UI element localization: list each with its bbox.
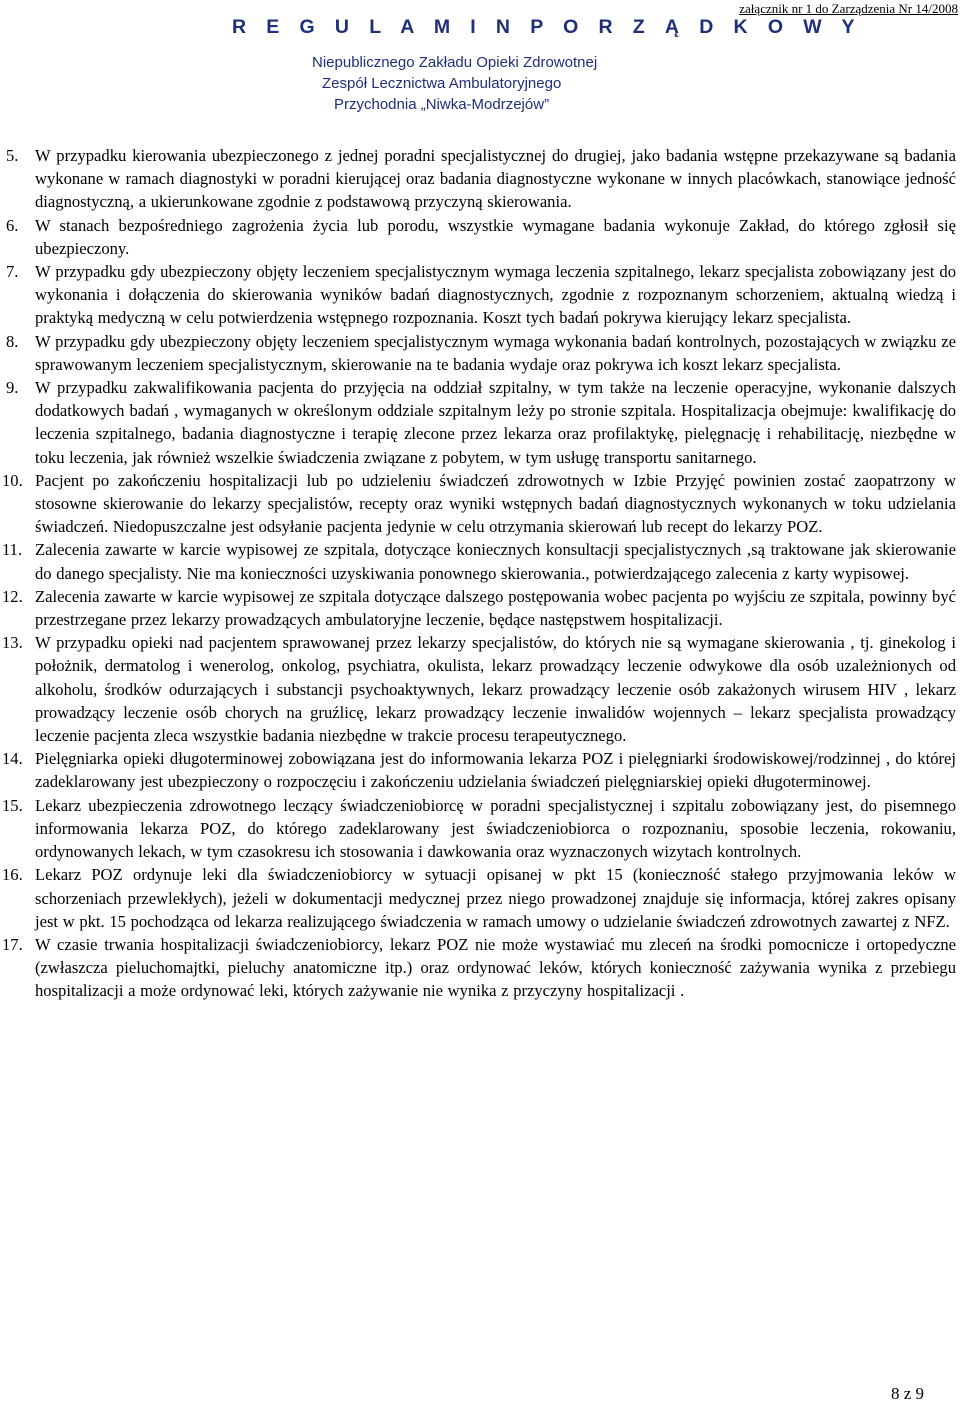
regulation-item — [0, 631, 960, 747]
item-text: W przypadku gdy ubezpieczony objęty leczeniem specjalistycznym wymaga wykonania badań kontrolnych, pozostających w związku ze sprawowanym leczeniem specjalistycznym, skierowanie na te badania wydaje oraz pokrywa ich koszt lekarz specjalista. — [35, 331, 956, 374]
institution-name-line-1: Niepublicznego Zakładu Opieki Zdrowotnej — [312, 54, 598, 71]
item-text: W przypadku gdy ubezpieczony objęty leczeniem specjalistycznym wymaga leczenia szpitalnego, lekarz specjalista zobowiązany jest do wykonania i dołączenia do skierowania wyników badań diagnostycznych, zgodnie z rozpoznanym schorzeniem, aktualną wiedzą i praktyką medyczną w celu potwierdzenia wstępnego rozpoznania. Koszt tych badań pokrywa kierujący lekarz specjalista. — [35, 262, 956, 328]
attachment-note: załącznik nr 1 do Zarządzenia Nr 14/2008 — [739, 1, 958, 16]
regulation-item — [0, 330, 960, 376]
item-number: 7. — [6, 262, 19, 282]
item-text: Pielęgniarka opieki długoterminowej zobowiązana jest do informowania lekarza POZ i pielęgniarki środowiskowej/rodzinnej , do której zadeklarowany jest ubezpieczony o rozpoczęciu i zakończeniu udzielania świadczeń pielęgniarskiej opieki długoterminowej. — [35, 749, 956, 792]
regulation-item — [0, 260, 960, 330]
item-number: 8. — [6, 331, 19, 351]
item-text: W czasie trwania hospitalizacji świadczeniobiorcy, lekarz POZ nie może wystawiać mu zleceń na środki pomocnicze i ortopedyczne (zwłaszcza pieluchomajtki, pieluchy anatomiczne itp.) oraz ordynować leków, których konieczność zażywania wynika z przebiegu hospitalizacji a może ordynować leki, których zażywanie nie wynika z przyczyny hospitalizacji . — [35, 934, 956, 1001]
item-text: Lekarz ubezpieczenia zdrowotnego leczący świadczeniobiorcę w poradni specjalistycznej i szpitalu zobowiązany jest, do pisemnego informowania lekarza POZ, do którego zadeklarowany jest świadczeniobiorca o rozpoznaniu, sposobie leczenia, rokowaniu, ordynowanych lekach, w tym czasokresu ich stosowania i dawkowania oraz wyznaczonych wizytach kontrolnych. — [35, 795, 956, 862]
item-number: 15. — [2, 795, 23, 815]
regulation-item — [0, 585, 960, 631]
regulation-items — [0, 144, 960, 1003]
item-text: Pacjent po zakończeniu hospitalizacji lub po udzieleniu świadczeń zdrowotnych w Izbie Przyjęć powinien zostać zaopatrzony w stosowne skierowanie do lekarzy specjalistów, recepty oraz wyniki wstępnych badań diagnostycznych wykonanych w toku udzielania świadczeń. Niedopuszczalne jest odsyłanie pacjenta jedynie w celu otrzymania skierowań lub recept do lekarzy POZ. — [35, 470, 956, 537]
item-text: W przypadku zakwalifikowania pacjenta do przyjęcia na oddział szpitalny, w tym także na leczenie operacyjne, wykonanie dalszych dodatkowych badań , wymaganych w określonym oddziale szpitalnym leży po stronie szpitala. Hospitalizacja obejmuje: kwalifikację do leczenia szpitalnego, badania diagnostyczne i terapię zlecone przez lekarza oraz profilaktykę, pielęgnację i rehabilitację, niezbędne w toku leczenia, jak również wszelkie świadczenia związane z pobytem, w tym usługę transportu sanitarnego. — [35, 378, 956, 467]
item-number: 11. — [2, 540, 23, 560]
item-number: 16. — [2, 865, 23, 885]
document-title: R E G U L A M I N P O R Z Ą D K O W Y — [232, 16, 862, 38]
regulation-item — [0, 794, 960, 864]
regulation-item — [0, 469, 960, 539]
item-text: W przypadku kierowania ubezpieczonego z jednej poradni specjalistycznej do drugiej, jako badania wstępne przekazywane są badania wykonane w ramach diagnostyki w poradni kierującej oraz badania diagnostyczne wykonane w innych placówkach, stanowiące jedność diagnostyczną, a ukierunkowane zgodnie z podstawową przyczyną skierowania. — [35, 146, 956, 212]
item-text: Zalecenia zawarte w karcie wypisowej ze szpitala, dotyczące koniecznych konsultacji specjalistycznych ,są traktowane jak skierowanie do danego specjalisty. Nie ma konieczności uzyskiwania ponownego skierowania., potwierdzającego zalecenia z karty wypisowej. — [35, 540, 956, 583]
regulation-item — [0, 376, 960, 469]
item-text: Lekarz POZ ordynuje leki dla świadczeniobiorcy w sytuacji opisanej w pkt 15 (konieczność stałego przyjmowania leków w schorzeniach przewlekłych), jeżeli w dokumentacji medycznej przez niego prowadzonej znajduje się informacja, której zakres opisany jest w pkt. 15 pochodząca od lekarza realizującego świadczenia w ramach umowy o udzielanie świadczeń zdrowotnych zawartej z NFZ. — [35, 865, 956, 931]
institution-name-line-2: Zespół Lecznictwa Ambulatoryjnego — [322, 75, 562, 92]
regulation-item — [0, 747, 960, 793]
item-number: 6. — [6, 215, 19, 235]
regulation-item — [0, 933, 960, 1003]
item-number: 12. — [2, 586, 23, 606]
item-text: Zalecenia zawarte w karcie wypisowej ze szpitala dotyczące dalszego postępowania wobec pacjenta po wyjściu ze szpitala, powinny być przestrzegane przez lekarzy prowadzących ambulatoryjne leczenie, będące następstwem hospitalizacji. — [35, 586, 956, 630]
item-number: 10. — [2, 470, 23, 490]
item-text: W przypadku opieki nad pacjentem sprawowanej przez lekarzy specjalistów, do których nie są wymagane skierowania , tj. ginekolog i położnik, dermatolog i wenerolog, onkolog, psychiatra, okulista, lekarz prowadzący leczenie odwykowe dla osób uzależnionych od alkoholu, środków odurzających i substancji psychoaktywnych, lekarz prowadzący leczenie osób zakażonych wirusem HIV , lekarz prowadzący leczenie osób chorych na gruźlicę, lekarz prowadzący leczenie inwalidów wojennych – lekarz specjalista prowadzący leczenie pacjenta zleca wszystkie badania niezbędne w trakcie procesu terapeutycznego. — [35, 633, 956, 746]
item-number: 17. — [2, 934, 23, 954]
regulation-item — [0, 863, 960, 933]
item-number: 9. — [6, 378, 19, 398]
page-number: 8 z 9 — [890, 1384, 924, 1403]
regulation-item — [0, 144, 960, 214]
item-number: 5. — [6, 146, 19, 165]
institution-name-line-3: Przychodnia „Niwka-Modrzejów” — [334, 96, 550, 113]
item-text: W stanach bezpośredniego zagrożenia życia lub porodu, wszystkie wymagane badania wykonuje Zakład, do którego zgłosił się ubezpieczony. — [35, 215, 956, 258]
item-number: 13. — [2, 633, 23, 653]
item-number: 14. — [2, 749, 23, 769]
regulation-item — [0, 538, 960, 584]
regulation-item — [0, 214, 960, 260]
